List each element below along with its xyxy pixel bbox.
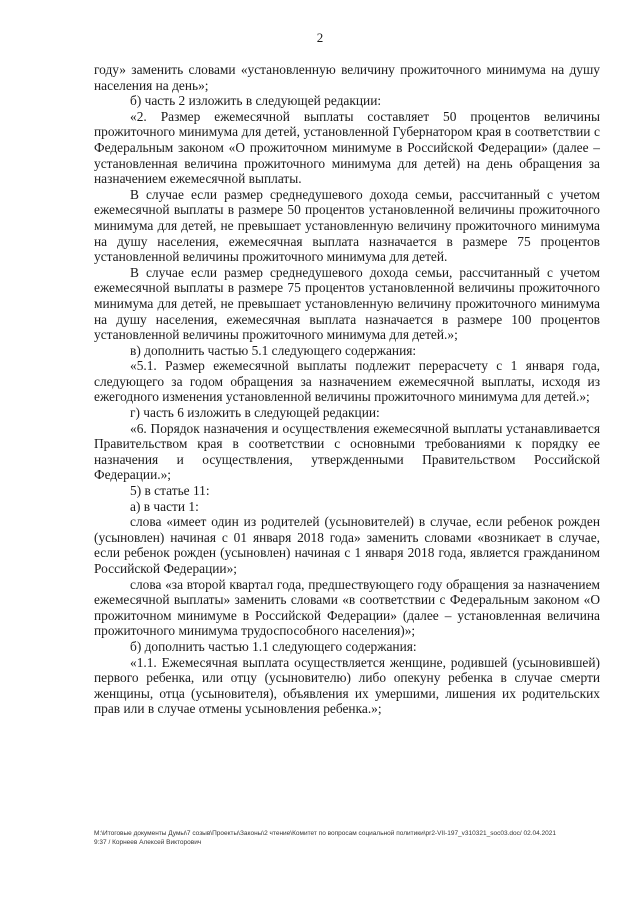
paragraph: 5) в статье 11: xyxy=(130,483,210,499)
page-number: 2 xyxy=(316,30,324,45)
paragraph: «6. Порядок назначения и осуществления ежемесячной выплаты устанавливается Правительством края в соответствии с основными требованиями к порядку ее назначения и осуществления, утвержденными Правительством Российской Федерации.»; xyxy=(94,420,600,483)
paragraph: слова «за второй квартал года, предшествующего году обращения за назначением ежемесячной выплаты» заменить словами «в соответствии с Федеральным законом «О прожиточном минимуме в Российской Федерации» (далее – установленная величина прожиточного минимума трудоспособного населения)»; xyxy=(94,576,600,639)
paragraph: году» заменить словами «установленную величину прожиточного минимума на душу населения на день»; xyxy=(94,62,600,93)
paragraph: б) дополнить частью 1.1 следующего содержания: xyxy=(130,638,417,654)
paragraph: В случае если размер среднедушевого дохода семьи, рассчитанный с учетом ежемесячной выплаты в размере 50 процентов установленной величины прожиточного минимума для детей, не превышает установленную величину прожиточного минимума на душу населения, ежемесячная выплата назначается в размере 75 процентов установленной величины прожиточного минимума для детей. xyxy=(94,186,600,265)
paragraph: б) часть 2 изложить в следующей редакции: xyxy=(130,93,382,109)
paragraph: г) часть 6 изложить в следующей редакции: xyxy=(130,405,380,421)
footer-path-line: M:\Итоговые документы Думы\7 созыв\Проекты\Законы\2 чтение\Комитет по вопросам социальной политики\pr2-VII-197_v310321_soc03.doc/ 02.04.2021 xyxy=(94,830,557,837)
paragraph: в) дополнить частью 5.1 следующего содержания: xyxy=(130,342,417,358)
document-body xyxy=(94,62,600,717)
paragraph: В случае если размер среднедушевого дохода семьи, рассчитанный с учетом ежемесячной выплаты в размере 75 процентов установленной величины прожиточного минимума для детей, не превышает установленную величину прожиточного минимума на душу населения, ежемесячная выплата назначается в размере 100 процентов установленной величины прожиточного минимума для детей.»; xyxy=(94,264,600,343)
paragraph: «1.1. Ежемесячная выплата осуществляется женщине, родившей (усыновившей) первого ребенка, или отцу (усыновителю) либо опекуну ребенка в случае смерти женщины, отца (усыновителя), объявления их умершими, лишения их родительских прав или в случае отмены усыновления ребенка.»; xyxy=(94,654,600,717)
paragraph: «5.1. Размер ежемесячной выплаты подлежит перерасчету с 1 января года, следующего за годом обращения за назначением ежемесячной выплаты, исходя из ежегодного изменения установленной величины прожиточного минимума для детей.»; xyxy=(94,358,600,405)
paragraph: слова «имеет один из родителей (усыновителей) в случае, если ребенок рожден (усыновлен) начиная с 01 января 2018 года» заменить словами «возникает в случае, если ребенок рожден (усыновлен) начиная с 1 января 2018 года, является гражданином Российской Федерации»; xyxy=(94,514,600,576)
paragraph: а) в части 1: xyxy=(130,498,199,514)
paragraph: «2. Размер ежемесячной выплаты составляет 50 процентов величины прожиточного минимума для детей, установленной Губернатором края в соответствии с Федеральным законом «О прожиточном минимуме в Российской Федерации» (далее – установленная величина прожиточного минимума для детей) на день обращения за назначением ежемесячной выплаты. xyxy=(94,108,600,187)
footer-author-line: 9:37 / Корнеев Алексей Викторович xyxy=(94,839,202,846)
file-path-footer xyxy=(94,829,606,847)
